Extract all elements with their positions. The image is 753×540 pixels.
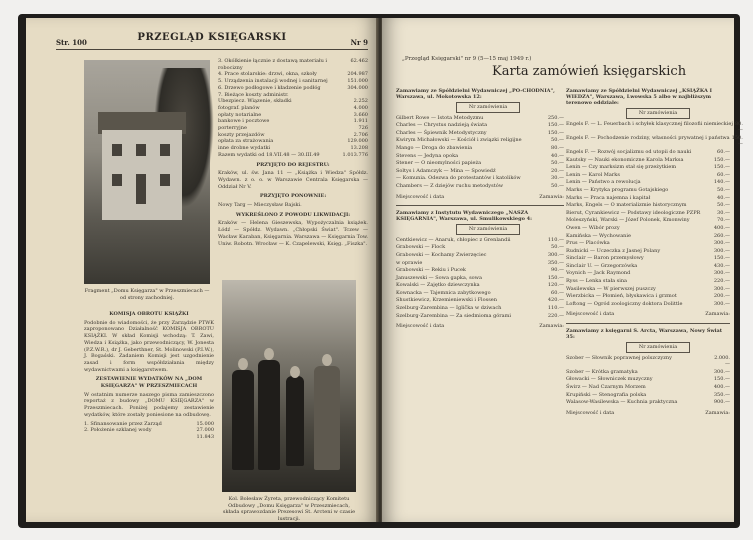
order-number-box: Nr zamówienia xyxy=(456,102,520,113)
expense-label: koszty przejazdów xyxy=(218,131,265,138)
book-title: Szelburg-Zarembina — Iglička w dziwach xyxy=(396,305,502,312)
book-price: 350.— xyxy=(713,391,730,398)
order-number-box: Nr zamówienia xyxy=(626,108,690,119)
order-item xyxy=(396,267,564,275)
order-item xyxy=(396,290,564,298)
expense-label: 4. Prace stolarskie: drzwi, okna, szkoły xyxy=(218,71,317,78)
orderer-label: Zamawia: xyxy=(539,323,564,330)
order-item xyxy=(566,384,730,392)
expense-value: 129.000 xyxy=(347,138,368,145)
book-price: 150.— xyxy=(713,164,730,171)
komisja-text: Podobnie do wiadomości, że przy Zarządzie PTWK zaproponowano Działalność KOMISJA OBROTU KSIĄŻKI. W skład Komisji wchodzą: T. Zawi, Wiedza i Książka, jako przewodniczący, W. Jonesta (P.Z.W.R.), dr J. Geberthner, St. Molinowski (P.I.W.), J. Bogaśski. Zadaniem Komisji jest uzgodnienie zasad i form współdziałania między wydawnictwami a księgarstwem. xyxy=(84,319,214,373)
book-price: 90.— xyxy=(551,267,564,274)
order-item xyxy=(566,278,730,286)
order-item xyxy=(396,313,564,321)
person-head xyxy=(238,358,248,370)
book-title: Bierut, Cyrankiewicz — Podstawy ideologiczne PZPR xyxy=(566,209,701,216)
book-title: Owen — Wibór prozy xyxy=(566,224,620,231)
book-title: Marks — Praca najemna i kapitał xyxy=(566,194,651,201)
book-price: 250.— xyxy=(547,114,564,121)
order-item xyxy=(566,120,743,135)
expense-value: 3.660 xyxy=(353,111,368,118)
book-price: 150.— xyxy=(713,156,730,163)
book-price: 50.— xyxy=(551,137,564,144)
divider xyxy=(566,323,730,324)
expense-label: Ubezpiecz. Wiązenie, składki xyxy=(218,98,292,105)
order-item xyxy=(396,145,564,153)
book-title: Januszewski — Sowa gapka, sowa xyxy=(396,274,482,281)
order-item xyxy=(566,217,730,225)
issue-line: „Przegląd Księgarski" nr 9 (5—15 maj 1949 r.) xyxy=(402,56,532,62)
book-title: Marks, Engels — O materializmie historycznym xyxy=(566,202,687,209)
register-text: Kraków, ul. św. Jana 11 — „Książka i Wiedza" Spółdz. Wydawn. z o. o. w Warszawie Centrala Księgarska — Oddział Nr V. xyxy=(218,170,368,190)
book-price: 150.— xyxy=(713,376,730,383)
book-price: 300.— xyxy=(713,270,730,277)
book-title: Głowacki — Słowniczek muzyczny xyxy=(566,376,653,383)
book-title: Kwirym Michałowski — Kościół i związki religijne xyxy=(396,137,522,144)
book-title: Engels F. — Pochodzenie rodziny, własności prywatnej i państwa xyxy=(566,134,730,141)
order-block-arct xyxy=(566,328,730,416)
publisher-heading: Zamawiamy ze Spółdzielni Wydawniczej „PO-CHODNIA", Warszawa, ul. Mokotowska 12: xyxy=(396,88,555,100)
expense-value: 62.462 xyxy=(350,58,368,64)
book-price: 150.— xyxy=(547,129,564,136)
book-price: 50.— xyxy=(551,182,564,189)
expense-value: 2.706 xyxy=(353,131,368,138)
order-item xyxy=(396,160,564,168)
book-title: — Komunia. Odezwa do protestantów i katolików xyxy=(396,175,521,182)
person-figure xyxy=(258,360,280,470)
left-page xyxy=(26,18,378,522)
expense-label: 7. Bieżące koszty administr. xyxy=(218,91,289,98)
book-price: 220.— xyxy=(547,312,564,319)
order-item xyxy=(396,244,564,252)
order-column-right xyxy=(566,88,743,416)
summary-list xyxy=(84,421,214,434)
order-item xyxy=(566,293,730,301)
divider xyxy=(396,205,564,206)
book-price: 350.— xyxy=(547,259,564,266)
book-price: 30.— xyxy=(717,209,730,216)
book-price: 50.— xyxy=(717,202,730,209)
order-item xyxy=(566,369,730,377)
order-item xyxy=(396,183,564,191)
order-item xyxy=(566,392,730,400)
book-price: 400.— xyxy=(713,384,730,390)
expense-label: 1. Sfinansowanie przez Zarząd xyxy=(84,420,162,427)
book-title: Mango — Droga do zbawienia xyxy=(396,144,473,151)
book-title: Chambers — Z dziejów ruchu metodystów xyxy=(396,182,503,189)
book-title: Świrz — Nad Czarnym Morzem xyxy=(566,384,646,390)
expense-value: 13.208 xyxy=(350,145,368,152)
order-item xyxy=(566,270,730,278)
book-price: 300.— xyxy=(713,285,730,292)
window-shape xyxy=(112,144,122,156)
order-item xyxy=(566,376,730,384)
order-number-box: Nr zamówienia xyxy=(456,224,520,235)
expense-row xyxy=(84,421,214,428)
order-column-left xyxy=(396,88,564,330)
order-block-nasza-ksiegarnia xyxy=(396,210,564,330)
person-figure xyxy=(286,376,304,466)
expense-label: 3. Okólkienie łącznie z dostawą materiału i robocizny xyxy=(218,58,327,71)
page-number: Str. 100 xyxy=(56,38,87,47)
order-item xyxy=(396,275,564,283)
person-head xyxy=(322,354,332,366)
book-price: 300.— xyxy=(713,368,730,375)
book-title: Kowalski — Zajętko dziewczynka xyxy=(396,282,480,289)
expense-row xyxy=(218,78,368,85)
book-price: 80.— xyxy=(734,120,743,134)
place-date-label: Miejscowość i data xyxy=(396,193,445,200)
book-price: 120.— xyxy=(547,282,564,289)
order-number-box: Nr zamówienia xyxy=(626,342,690,353)
book-price: 30.— xyxy=(551,175,564,182)
expense-value: 1.911 xyxy=(353,118,368,125)
window-shape xyxy=(160,174,170,186)
book-price: 60.— xyxy=(717,171,730,178)
accepted-heading: PRZYJĘTO PONOWNIE: xyxy=(259,193,327,200)
book-price: 20.— xyxy=(551,167,564,174)
book-price: 150.— xyxy=(547,274,564,281)
book-price: 300.— xyxy=(547,251,564,258)
book-title: Lenin — Karol Marks xyxy=(566,171,620,178)
photo-bottom-caption: Kol. Bolesław Żyreta, przewodniczący Komitetu Odbudowy „Domu Księgarza" w Przeszmiecach, składa sprawozdanie Prezesowi St. Arcteni w czasie lustracji. xyxy=(222,496,356,522)
expense-row xyxy=(84,427,214,434)
book-price: 430.— xyxy=(713,262,730,269)
book-price: 50.— xyxy=(551,244,564,251)
orderer-label: Zamawia: xyxy=(705,311,730,318)
orderer-label: Zamawia: xyxy=(539,193,564,200)
place-date-label: Miejscowość i data xyxy=(566,311,615,318)
book-price: 50.— xyxy=(717,186,730,193)
book-price: 150.— xyxy=(547,122,564,129)
expense-list xyxy=(218,58,368,159)
expense-row xyxy=(218,118,368,125)
window-shape xyxy=(136,144,146,156)
book-title: Shustkiewicz, Krzemieniewski i Flossen xyxy=(396,297,497,304)
summary-total: 11.843 xyxy=(196,433,214,440)
book-price: 80.— xyxy=(551,144,564,151)
right-page xyxy=(382,18,743,522)
expense-label: Razem wydatki od 18.VII.48 — 30.III.49 xyxy=(218,151,320,158)
order-item xyxy=(566,149,730,157)
book-title: Sinclair U. — Grzegorzówka xyxy=(566,262,638,269)
expense-row xyxy=(218,152,368,159)
order-item xyxy=(566,202,730,210)
order-footer xyxy=(396,194,564,201)
expense-value: 1.013.776 xyxy=(342,151,368,158)
orderer-label: Zamawia: xyxy=(705,409,730,416)
book-title: Stener — O nieomylności papieża xyxy=(396,160,482,167)
book-title: Voynich — Jack Raymond xyxy=(566,270,631,277)
person-figure xyxy=(314,366,340,470)
book-title: Kautsky — Nauki ekonomiczne Karola Marksa xyxy=(566,156,684,163)
book-title: Wasilewska — W pierwszej puszczy xyxy=(566,285,656,292)
book-price: 150.— xyxy=(713,255,730,262)
place-date-label: Miejscowość i data xyxy=(396,323,445,330)
building-photo xyxy=(84,60,210,284)
book-title: Engels F. — Rozwój socjalizmu od utopii do nauki xyxy=(566,148,692,155)
book-title: Charles — Chrystus nadzieją świata xyxy=(396,122,488,129)
order-item xyxy=(396,137,564,145)
summary-heading: ZESTAWIENIE WYDATKÓW NA „DOM KSIĘGARZA" W PRZESZMIECACH xyxy=(95,376,203,390)
order-item xyxy=(566,225,730,233)
summary-total-row xyxy=(84,434,214,441)
order-item xyxy=(396,122,564,130)
expense-row xyxy=(218,105,368,112)
expense-value: 726 xyxy=(358,125,368,132)
expense-value: 4.000 xyxy=(353,104,368,111)
book-title: Soltys i Adamczyk — Mina — Spowiedź xyxy=(396,167,496,174)
expense-row xyxy=(218,112,368,119)
expense-label: porterryjne xyxy=(218,125,247,132)
person-figure xyxy=(232,370,254,470)
book-title: Engels F. — L. Feuerbach i schyłek klasycznej filozofii niemieckiej xyxy=(566,120,733,127)
order-item xyxy=(566,355,730,369)
book-title: Kownacka — Tajemnica zabytkowego xyxy=(396,289,491,296)
book-price: 260.— xyxy=(713,232,730,239)
order-item xyxy=(566,195,730,203)
book-price: 50.— xyxy=(551,160,564,167)
photo-top-caption: Fragment „Domu Księgarza" w Przeszmiecach — od strony zachodniej. xyxy=(84,288,210,301)
book-price: 2.000.— xyxy=(714,354,730,368)
book-title: Centkiewicz — Anaruk, chłopiec z Grenlandii xyxy=(396,236,511,243)
order-item xyxy=(566,164,730,172)
order-item xyxy=(566,233,730,241)
person-head xyxy=(290,366,300,378)
book-title: Sinclair — Baron przemysłowy xyxy=(566,255,644,262)
order-footer xyxy=(396,323,564,330)
book-title: Walasow-Wasilewska — Kuchnia praktyczna xyxy=(566,399,678,406)
book-title: Prus — Placówka xyxy=(566,240,610,247)
place-date-label: Miejscowość i data xyxy=(566,409,615,416)
order-item xyxy=(566,255,730,263)
book-title: Stevens — Jedyna opoka xyxy=(396,152,459,159)
book-title: Grabowski — Kochamy Zwierzęciec xyxy=(396,251,487,258)
order-block-ksiazka-i-wiedza xyxy=(566,88,743,318)
order-form-title: Karta zamówień księgarskich xyxy=(492,64,687,79)
accepted-text: Nowy Targ — Mieczysław Bajski. xyxy=(218,202,302,209)
issue-number: Nr 9 xyxy=(350,38,368,47)
book-title: Szober — Krótka gramatyka xyxy=(566,368,638,375)
book-title: Grabowski — Flock xyxy=(396,244,446,251)
book-price: 140.— xyxy=(713,179,730,186)
book-title: Marks — Krytyka programu Gotajskiego xyxy=(566,186,669,193)
expense-row xyxy=(218,58,368,71)
expense-label: fotograf. planów xyxy=(218,104,260,111)
book-title: Szelburg-Zarembina — Za siedmioma górami xyxy=(396,312,511,319)
order-item xyxy=(566,134,743,149)
order-item xyxy=(396,237,564,245)
running-title: PRZEGLĄD KSIĘGARSKI xyxy=(137,32,287,43)
publisher-heading: Zamawiamy ze Spółdzielni Wydawniczej „KSIĄŻKA I WIEDZA", Warszawa, Lwowska 5 albo w najbliższym terenowo oddziale: xyxy=(566,88,712,106)
expense-value: 304.000 xyxy=(347,84,368,91)
book-price: 220.— xyxy=(713,278,730,285)
expense-label: 6. Drzewo podłogowe i kładzenie podłóg xyxy=(218,84,321,91)
book-title: Szober — Słownik poprawnej polszczyzny xyxy=(566,354,672,361)
door-shape xyxy=(136,174,146,204)
book-title: Lenin — Czy marksizm stał się przeżytkiem xyxy=(566,164,677,171)
register-heading: PRZYJĘTO DO REJESTRU: xyxy=(256,161,330,168)
expense-value: 2.252 xyxy=(353,98,368,105)
expenses-column xyxy=(218,58,368,249)
book-price: 300.— xyxy=(713,300,730,307)
expense-value: 27.000 xyxy=(196,427,214,434)
building-shape xyxy=(102,130,182,220)
book-price: 60.— xyxy=(551,289,564,296)
expense-label: 2. Położenie szklanej wody xyxy=(84,427,152,434)
expense-label: opłaty notarialne xyxy=(218,111,262,118)
book-price: 300.— xyxy=(713,247,730,254)
book-title: Kamińska — Wychowanie xyxy=(566,232,631,239)
book-price: 40.— xyxy=(551,152,564,159)
order-item xyxy=(566,399,730,407)
book-title: Charles — Śpiewnik Metodystyczny xyxy=(396,129,487,136)
expense-row xyxy=(218,85,368,92)
book-title: Lenin — Państwo a rewolucja xyxy=(566,179,641,186)
person-head xyxy=(264,348,274,360)
order-item xyxy=(566,301,730,309)
order-item xyxy=(566,179,730,187)
expense-label: bankowe i pocztowe xyxy=(218,118,270,125)
order-item xyxy=(566,240,730,248)
expense-row xyxy=(218,138,368,145)
order-item xyxy=(396,252,564,260)
expense-row xyxy=(218,145,368,152)
book-price: 900.— xyxy=(713,399,730,406)
order-item xyxy=(396,260,564,268)
order-item xyxy=(396,305,564,313)
order-item xyxy=(566,187,730,195)
book-price: 200.— xyxy=(713,293,730,300)
book-title: Moleszyński, Warski — Józef Polonek, Kmonwiny xyxy=(566,217,690,224)
expense-value: 15.000 xyxy=(196,420,214,427)
expense-label: opłata za strażowania xyxy=(218,138,274,145)
book-title: Rudnicki — Uczeczka z Jasnej Polany xyxy=(566,247,661,254)
expense-label: 5. Urządzenia instalacji wodnej i sanitarnej xyxy=(218,78,328,85)
book-price: 110.— xyxy=(547,236,564,243)
book-title: Wierzbicka — Płomień, błyskawica i grzmot xyxy=(566,293,677,300)
book-title: Gilbert Rowe — Istota Metodyzmu xyxy=(396,114,484,121)
book-title: w oprawie xyxy=(396,259,423,266)
order-item xyxy=(566,157,730,165)
order-item xyxy=(396,175,564,183)
publisher-heading: Zamawiamy z Instytutu Wydawniczego „NASZA KSIĘGARNIA", Warszawa, ul. Smulikowskiego 4: xyxy=(396,210,532,223)
order-item xyxy=(396,297,564,305)
window-shape xyxy=(160,144,170,156)
book-title: Loftong — Ogród zoologiczny doktora Dolittle xyxy=(566,300,683,307)
expense-value: 204.987 xyxy=(347,71,368,78)
order-item xyxy=(566,263,730,271)
summary-text: W ostatnim numerze naszego pisma zamieszczono reportaż z budowy „DOMU KSIĘGARZA" w Przeszmiecach. Poniżej podajemy zestawienie wydatków, które zostały poniesione na odbudowę. xyxy=(84,391,214,418)
book-title: Grabowski — Rekiu i Pucek xyxy=(396,267,466,274)
book-title: Ryss — Lenka stała sina xyxy=(566,278,628,285)
expense-row xyxy=(218,125,368,132)
order-item xyxy=(396,282,564,290)
left-page-header xyxy=(56,30,368,50)
people-photo xyxy=(222,280,356,492)
book-price: 300.— xyxy=(713,240,730,247)
expense-row xyxy=(218,98,368,105)
komisja-column xyxy=(84,308,214,441)
book-title: Krupiński — Stenografia polska xyxy=(566,391,647,398)
komisja-heading: KOMISJA OBROTU KSIĄŻKI xyxy=(109,311,189,317)
removed-heading: WYKREŚLONO Z POWODU LIKWIDACJI: xyxy=(235,211,351,218)
book-price: 150.— xyxy=(731,134,743,148)
publisher-heading: Zamawiamy z księgarni S. Arcta, Warszawa, Nowy Świat 35: xyxy=(566,328,723,341)
window-shape xyxy=(112,174,122,186)
removed-text: Kraków — Helena Gieszewska, Wypożyczalnia książek. Łódź — Spółdz. Wydawn. „Chłopski Świat". Tczew — Wacław Karaban, Księgarnia. Warszawa — Księgarnia Tow. Uniw. Robotn. Wrocław — K. Czapelewski, Księg. „Fiszka". xyxy=(218,220,368,247)
expense-label: inne drobne wydatki xyxy=(218,145,271,152)
book-price: 420.— xyxy=(547,297,564,304)
expense-row xyxy=(218,132,368,139)
book-price: 110.— xyxy=(547,305,564,312)
expense-row xyxy=(218,92,368,99)
order-item xyxy=(566,248,730,256)
book-price: 400.— xyxy=(713,224,730,231)
order-footer xyxy=(566,410,730,417)
expense-row xyxy=(218,71,368,78)
order-block-pochodnia xyxy=(396,88,564,200)
book-price: 60.— xyxy=(717,148,730,155)
expense-value: 151.000 xyxy=(347,78,368,85)
book-price: 40.— xyxy=(717,194,730,201)
order-footer xyxy=(566,311,730,318)
book-price: 70.— xyxy=(717,217,730,224)
